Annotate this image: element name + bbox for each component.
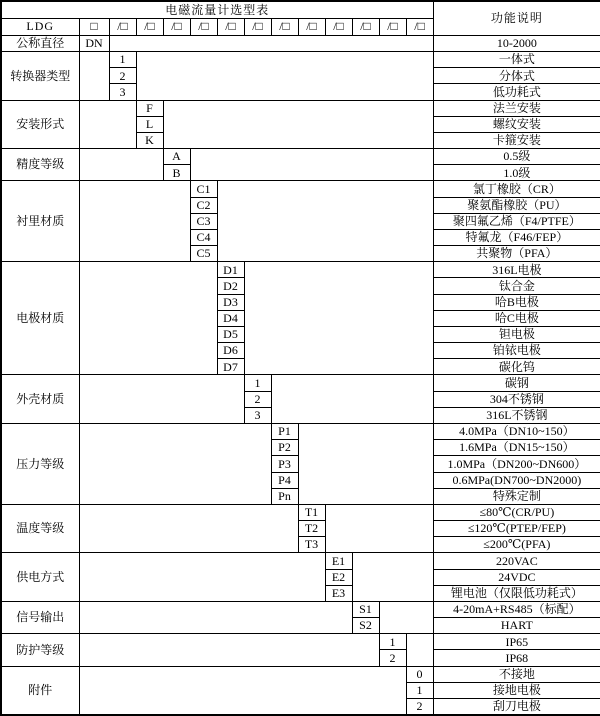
code-cell: P1 <box>271 424 298 440</box>
code-cell: C2 <box>190 197 217 213</box>
description-cell: 氯丁橡胶（CR） <box>433 181 600 197</box>
category-label: 附件 <box>1 666 79 715</box>
model-code-box: /□ <box>298 18 325 35</box>
code-cell: D7 <box>217 359 244 375</box>
model-code-box: /□ <box>325 18 352 35</box>
description-cell: 4.0MPa（DN10~150） <box>433 424 600 440</box>
description-cell: 4-20mA+RS485（标配） <box>433 601 600 617</box>
code-cell: C3 <box>190 213 217 229</box>
description-cell: 24VDC <box>433 569 600 585</box>
code-cell: DN <box>79 35 109 51</box>
table-row <box>1 35 600 51</box>
code-cell: L <box>136 116 163 132</box>
title-row <box>1 1 600 18</box>
code-cell: E2 <box>325 569 352 585</box>
description-cell: 共聚物（PFA） <box>433 246 600 262</box>
category-label: 防护等级 <box>1 634 79 666</box>
description-cell: 聚四氟乙烯（F4/PTFE） <box>433 213 600 229</box>
description-cell: 220VAC <box>433 553 600 569</box>
description-cell: 聚氨酯橡胶（PU） <box>433 197 600 213</box>
model-code-box: /□ <box>379 18 406 35</box>
table-row <box>1 262 600 278</box>
table-row <box>1 601 600 617</box>
code-cell: S1 <box>352 601 379 617</box>
code-cell: 1 <box>379 634 406 650</box>
model-code-box: /□ <box>217 18 244 35</box>
category-label: 信号输出 <box>1 601 79 633</box>
code-cell: C4 <box>190 229 217 245</box>
spacer-cell <box>79 634 379 666</box>
description-cell: 哈B电极 <box>433 294 600 310</box>
function-description-header: 功能说明 <box>433 1 600 35</box>
code-cell: 3 <box>244 407 271 423</box>
description-cell: 10-2000 <box>433 35 600 51</box>
description-cell: 螺纹安装 <box>433 116 600 132</box>
spacer-cell <box>109 35 433 51</box>
spacer-cell <box>79 100 136 149</box>
description-cell: 碳化钨 <box>433 359 600 375</box>
code-cell: T3 <box>298 537 325 553</box>
description-cell: IP65 <box>433 634 600 650</box>
spacer-cell <box>325 504 433 553</box>
spacer-cell <box>79 601 352 633</box>
description-cell: 法兰安装 <box>433 100 600 116</box>
spacer-cell <box>79 553 325 602</box>
spacer-cell <box>79 181 190 262</box>
spacer-cell <box>79 666 406 715</box>
code-cell: C5 <box>190 246 217 262</box>
table-row <box>1 100 600 116</box>
code-cell: D1 <box>217 262 244 278</box>
code-cell: E1 <box>325 553 352 569</box>
description-cell: HART <box>433 618 600 634</box>
code-cell: 0 <box>406 666 433 682</box>
description-cell: 0.6MPa(DN700~DN2000) <box>433 472 600 488</box>
description-cell: 接地电极 <box>433 682 600 698</box>
code-cell: D5 <box>217 326 244 342</box>
description-cell: 1.6MPa（DN15~150） <box>433 440 600 456</box>
model-code-box: /□ <box>190 18 217 35</box>
category-label: 供电方式 <box>1 553 79 602</box>
code-cell: B <box>163 165 190 181</box>
model-code-box: /□ <box>109 18 136 35</box>
code-cell: 2 <box>379 650 406 666</box>
description-cell: 特殊定制 <box>433 488 600 504</box>
code-cell: 1 <box>406 682 433 698</box>
table-row <box>1 634 600 650</box>
category-label: 衬里材质 <box>1 181 79 262</box>
description-cell: 304不锈钢 <box>433 391 600 407</box>
code-cell: D4 <box>217 310 244 326</box>
table-title: 电磁流量计选型表 <box>1 1 433 18</box>
model-prefix: LDG <box>1 18 79 35</box>
description-cell: 一体式 <box>433 52 600 68</box>
code-cell: E3 <box>325 585 352 601</box>
category-label: 精度等级 <box>1 149 79 181</box>
model-code-box: /□ <box>352 18 379 35</box>
code-cell: 1 <box>244 375 271 391</box>
description-cell: 低功耗式 <box>433 84 600 100</box>
code-cell: A <box>163 149 190 165</box>
spacer-cell <box>79 375 244 424</box>
code-cell: Pn <box>271 488 298 504</box>
table-row <box>1 375 600 391</box>
code-cell: K <box>136 132 163 148</box>
code-cell: S2 <box>352 618 379 634</box>
model-code-box: □ <box>79 18 109 35</box>
description-cell: ≤80℃(CR/PU) <box>433 504 600 520</box>
code-cell: 1 <box>109 52 136 68</box>
table-row <box>1 149 600 165</box>
description-cell: IP68 <box>433 650 600 666</box>
category-label: 电极材质 <box>1 262 79 375</box>
code-cell: 3 <box>109 84 136 100</box>
category-label: 温度等级 <box>1 504 79 553</box>
model-code-box: /□ <box>271 18 298 35</box>
spacer-cell <box>271 375 433 424</box>
code-cell: F <box>136 100 163 116</box>
table-row <box>1 553 600 569</box>
code-cell: 2 <box>244 391 271 407</box>
code-cell: T2 <box>298 521 325 537</box>
description-cell: 分体式 <box>433 68 600 84</box>
code-cell: T1 <box>298 504 325 520</box>
category-label: 公称直径 <box>1 35 79 51</box>
description-cell: 哈C电极 <box>433 310 600 326</box>
code-cell: D3 <box>217 294 244 310</box>
model-code-box: /□ <box>244 18 271 35</box>
code-cell: P2 <box>271 440 298 456</box>
spacer-cell <box>190 149 433 181</box>
description-cell: 不接地 <box>433 666 600 682</box>
spacer-cell <box>79 52 109 101</box>
spacer-cell <box>379 601 433 633</box>
code-cell: P4 <box>271 472 298 488</box>
description-cell: 钛合金 <box>433 278 600 294</box>
code-cell: 2 <box>406 698 433 715</box>
description-cell: 316L不锈钢 <box>433 407 600 423</box>
description-cell: 锂电池（仅限低功耗式） <box>433 585 600 601</box>
description-cell: 316L电极 <box>433 262 600 278</box>
description-cell: 碳钢 <box>433 375 600 391</box>
spacer-cell <box>136 52 433 101</box>
description-cell: ≤200℃(PFA) <box>433 537 600 553</box>
description-cell: 铂铱电极 <box>433 343 600 359</box>
spacer-cell <box>79 504 298 553</box>
code-cell: C1 <box>190 181 217 197</box>
model-code-box: /□ <box>406 18 433 35</box>
spacer-cell <box>406 634 433 666</box>
description-cell: 钽电极 <box>433 326 600 342</box>
description-cell: 刮刀电极 <box>433 698 600 715</box>
code-cell: D6 <box>217 343 244 359</box>
table-row <box>1 424 600 440</box>
description-cell: 1.0级 <box>433 165 600 181</box>
spacer-cell <box>79 149 163 181</box>
category-label: 外壳材质 <box>1 375 79 424</box>
code-cell: P3 <box>271 456 298 472</box>
description-cell: 卡箍安装 <box>433 132 600 148</box>
spacer-cell <box>79 262 217 375</box>
code-cell: D2 <box>217 278 244 294</box>
spacer-cell <box>352 553 433 602</box>
spacer-cell <box>298 424 433 505</box>
description-cell: 0.5级 <box>433 149 600 165</box>
model-code-box: /□ <box>136 18 163 35</box>
description-cell: ≤120℃(PTEP/FEP) <box>433 521 600 537</box>
description-cell: 特氟龙（F46/FEP） <box>433 229 600 245</box>
category-label: 压力等级 <box>1 424 79 505</box>
category-label: 转换器类型 <box>1 52 79 101</box>
description-cell: 1.0MPa（DN200~DN600） <box>433 456 600 472</box>
spacer-cell <box>79 424 271 505</box>
category-label: 安装形式 <box>1 100 79 149</box>
spacer-cell <box>163 100 433 149</box>
table-row <box>1 52 600 68</box>
model-code-box: /□ <box>163 18 190 35</box>
table-row <box>1 666 600 682</box>
spacer-cell <box>217 181 433 262</box>
table-row <box>1 181 600 197</box>
code-cell: 2 <box>109 68 136 84</box>
table-row <box>1 504 600 520</box>
spacer-cell <box>244 262 433 375</box>
